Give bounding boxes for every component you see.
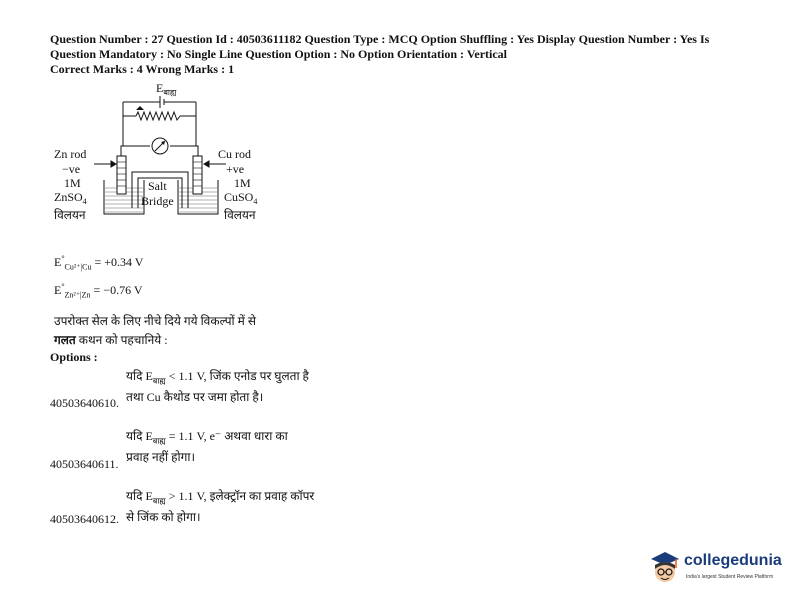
cu-rod-label: Cu rod	[218, 147, 251, 161]
header-line-1: Question Number : 27 Question Id : 40503611182 Question Type : MCQ Option Shuffling : Yes Display Question Number : Yes Is	[50, 32, 710, 46]
resistor-symbol	[123, 106, 196, 120]
zn-rod	[117, 156, 126, 194]
question-line-2: गलत कथन को पहचानिये :	[54, 333, 168, 347]
option-1-text[interactable]: यदि $E_{बाह्य} < 1.1$ V, जिंक एनोड पर घुलता है तथा Cu कैथोड पर जमा होता है।	[126, 369, 309, 405]
cu-rod	[193, 156, 202, 194]
question-text	[54, 312, 256, 350]
question-header	[50, 32, 770, 77]
question-bold-word: गलत	[54, 333, 76, 347]
rod-arrows	[94, 161, 226, 167]
option-3-text[interactable]: यदि $E_{बाह्य} > 1.1$ V, इलेक्ट्रॉन का प्रवाह कॉपर से जिंक को होगा।	[126, 489, 315, 525]
galvanometer-icon	[152, 138, 168, 154]
salt-label: Salt	[148, 179, 167, 193]
options-label: Options :	[50, 350, 98, 364]
cu-solution-label: विलयन	[224, 208, 256, 222]
option-3-id: 40503640612.	[50, 512, 119, 526]
student-mascot-icon	[648, 550, 682, 588]
header-line-2: Question Mandatory : No Single Line Question Option : No Option Orientation : Vertical	[50, 47, 508, 61]
option-1-id: 40503640610.	[50, 396, 119, 410]
e-external-label: $E_{बाह्य}$	[156, 81, 177, 97]
zn-solution-label: विलयन	[54, 208, 86, 222]
cuso4-label: CuSO$_4$	[224, 190, 258, 206]
cu-conc-label: 1M	[234, 176, 251, 190]
brand-name: collegedunia	[684, 552, 782, 569]
option-2-text[interactable]: यदि $E_{बाह्य} = 1.1$ V, e⁻ अथवा धारा का प्रवाह नहीं होगा।	[126, 429, 288, 465]
brand-tagline: India's largest Student Review Platform	[686, 574, 774, 580]
znso4-label: ZnSO$_4$	[54, 190, 87, 206]
question-line-1: उपरोक्त सेल के लिए नीचे दिये गये विकल्पों में से	[54, 314, 256, 328]
collegedunia-watermark	[648, 548, 788, 592]
bridge-label: Bridge	[141, 194, 174, 208]
option-2-id: 40503640611.	[50, 457, 119, 471]
zn-conc-label: 1M	[64, 176, 81, 190]
zn-rod-label: Zn rod	[54, 147, 87, 161]
zn-sign-label: −ve	[62, 162, 81, 176]
marks-line: Correct Marks : 4 Wrong Marks : 1	[50, 62, 235, 76]
zn-potential: $E^\circ_{Zn^{2+}|Zn} = -0.76$ V	[54, 282, 143, 300]
cu-potential: $E^\circ_{Cu^{2+}|Cu} = +0.34$ V	[54, 254, 144, 272]
cell-diagram	[40, 76, 300, 226]
cu-sign-label: +ve	[226, 162, 245, 176]
